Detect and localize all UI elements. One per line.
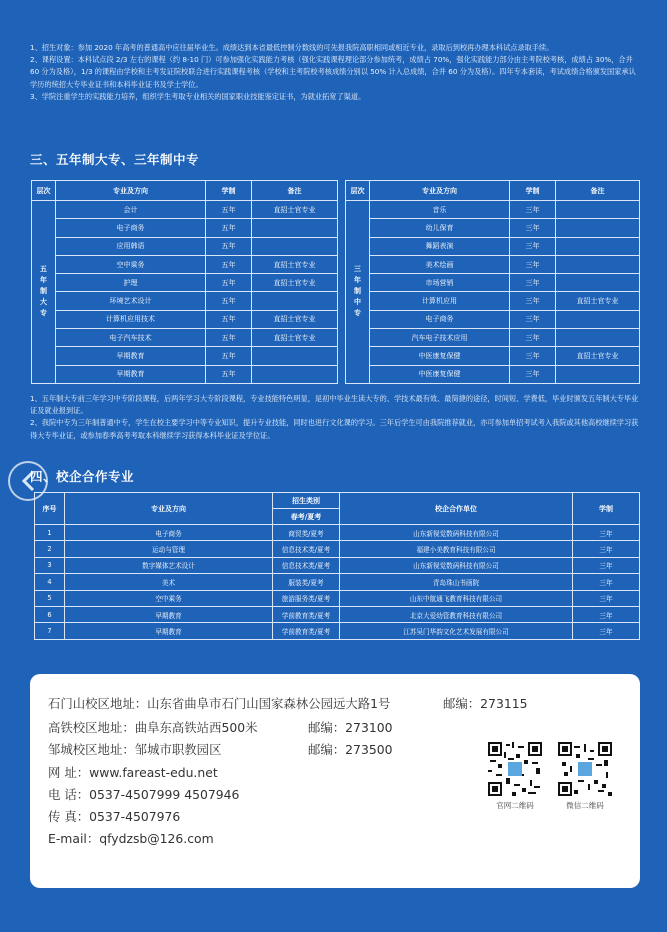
- cell-years: 三年: [510, 310, 556, 328]
- zip-zoucheng: 邮编：273500: [308, 742, 393, 757]
- cell-years: 五年: [206, 255, 252, 273]
- website-text[interactable]: 网 址：www.fareast-edu.net: [48, 765, 218, 780]
- cell-no: 3: [35, 557, 65, 573]
- table-row: [35, 623, 640, 639]
- cell-years: 三年: [573, 574, 640, 590]
- cell-note: [556, 310, 640, 328]
- cell-note: [556, 201, 640, 219]
- col-header-no: 序号: [35, 493, 65, 525]
- cell-partner: 山东新视觉数码科技有限公司: [340, 557, 573, 573]
- cell-major: 计算机应用: [370, 292, 510, 310]
- cell-no: 7: [35, 623, 65, 639]
- cell-major: 应用韩语: [56, 237, 206, 255]
- cell-major: 电子汽车技术: [56, 329, 206, 347]
- email-text[interactable]: E-mail：qfydzsb@126.com: [48, 831, 214, 846]
- cell-partner: 山东新视觉数码科技有限公司: [340, 525, 573, 541]
- cell-category: 商贸类/夏考: [273, 525, 340, 541]
- cell-note: [556, 219, 640, 237]
- cell-note: 直招士官专业: [252, 329, 338, 347]
- cell-note: 直招士官专业: [252, 255, 338, 273]
- col-header-years: 学制: [206, 181, 252, 201]
- zip-shimenshan: 邮编：273115: [443, 696, 528, 711]
- col-header-major: 专业及方向: [56, 181, 206, 201]
- five-year-table: [31, 180, 338, 384]
- cell-note: [252, 365, 338, 383]
- notes-top: [30, 42, 642, 103]
- table-header-row: [346, 181, 640, 201]
- cell-major: 中医康复保健: [370, 347, 510, 365]
- cell-note: 直招士官专业: [252, 274, 338, 292]
- cell-note: [252, 219, 338, 237]
- table-row: [35, 557, 640, 573]
- cell-years: 三年: [510, 237, 556, 255]
- level-label: 五年制大专: [32, 201, 56, 384]
- cell-partner: 福建小美教育科技有限公司: [340, 541, 573, 557]
- col-header-major: 专业及方向: [370, 181, 510, 201]
- cell-years: 三年: [573, 623, 640, 639]
- cell-years: 五年: [206, 347, 252, 365]
- cell-years: 三年: [573, 541, 640, 557]
- table-row: [32, 292, 338, 310]
- cell-note: 直招士官专业: [556, 292, 640, 310]
- cell-major: 计算机应用技术: [56, 310, 206, 328]
- table-row: [32, 274, 338, 292]
- cell-years: 三年: [510, 219, 556, 237]
- cell-note: 直招士官专业: [252, 310, 338, 328]
- cell-years: 五年: [206, 292, 252, 310]
- col-header-partner: 校企合作单位: [340, 493, 573, 525]
- col-header-note: 备注: [556, 181, 640, 201]
- table-row: [32, 310, 338, 328]
- cell-major: 护理: [56, 274, 206, 292]
- section-title-3: 三、五年制大专、三年制中专: [30, 152, 200, 167]
- cell-years: 五年: [206, 310, 252, 328]
- cell-major: 空中乘务: [65, 590, 273, 606]
- three-year-table-wrap: [345, 180, 639, 384]
- table-header-row: [35, 493, 640, 509]
- level-label: 三年制中专: [346, 201, 370, 384]
- table-row: [35, 541, 640, 557]
- cell-major: 美术绘画: [370, 255, 510, 273]
- col-header-years: 学制: [573, 493, 640, 525]
- address-zoucheng: 邹城校区地址：邹城市职教园区: [48, 742, 222, 757]
- cell-years: 三年: [573, 557, 640, 573]
- cell-years: 三年: [573, 525, 640, 541]
- cell-category: 信息技术类/夏考: [273, 557, 340, 573]
- address-shimenshan: 石门山校区地址：山东省曲阜市石门山国家森林公园远大路1号: [48, 696, 391, 711]
- cell-partner: 山东中航通飞教育科技有限公司: [340, 590, 573, 606]
- cell-years: 五年: [206, 219, 252, 237]
- table-row: [35, 574, 640, 590]
- table-row: [346, 329, 640, 347]
- table-row: [346, 347, 640, 365]
- cell-category: 信息技术类/夏考: [273, 541, 340, 557]
- cell-major: 运动与管理: [65, 541, 273, 557]
- cell-no: 5: [35, 590, 65, 606]
- note-item: 1、招生对象：参加 2020 年高考的普通高中应往届毕业生。成绩达到本省最低控制分数线的可先报我院高职相同或相近专业，录取后到校再办理本科试点录取手续。: [30, 43, 554, 52]
- table-row: [32, 201, 338, 219]
- cell-major: 会计: [56, 201, 206, 219]
- cell-note: [556, 365, 640, 383]
- cell-note: [556, 274, 640, 292]
- cell-years: 三年: [573, 590, 640, 606]
- cell-major: 电子商务: [56, 219, 206, 237]
- cell-major: 空中乘务: [56, 255, 206, 273]
- cell-category: 服装类/夏考: [273, 574, 340, 590]
- cell-major: 数字媒体艺术设计: [65, 557, 273, 573]
- table-row: [346, 237, 640, 255]
- table-row: [35, 606, 640, 622]
- cell-major: 中医康复保健: [370, 365, 510, 383]
- phone-text: 电 话：0537-4507999 4507946: [48, 787, 240, 802]
- cell-category: 旅游服务类/夏考: [273, 590, 340, 606]
- cell-major: 早期教育: [56, 347, 206, 365]
- fax-text: 传 真：0537-4507976: [48, 809, 181, 824]
- cell-no: 4: [35, 574, 65, 590]
- cell-partner: 青岛珠山书画院: [340, 574, 573, 590]
- cell-years: 三年: [510, 201, 556, 219]
- cell-major: 美术: [65, 574, 273, 590]
- table-row: [346, 310, 640, 328]
- cell-years: 五年: [206, 201, 252, 219]
- col-header-category: 招生类别: [273, 493, 340, 509]
- note-item: 2、我院中专为三年制普通中专，学生在校主要学习中等专业知识，提升专业技能，同时也进行文化课的学习。三年后学生可由我院推荐就业，亦可参加单招考试考入我院或其他高校继续学习获得大专毕业证，或参加春季高考考取本科继续学习获得本科毕业证及学位证。: [30, 418, 639, 440]
- cell-major: 市场营销: [370, 274, 510, 292]
- coop-table-wrap: [34, 492, 639, 640]
- table-row: [346, 274, 640, 292]
- table-row: [32, 365, 338, 383]
- table-row: [35, 590, 640, 606]
- cell-note: [252, 237, 338, 255]
- cell-note: 直招士官专业: [556, 347, 640, 365]
- table-row: [32, 219, 338, 237]
- cell-no: 2: [35, 541, 65, 557]
- cell-note: 直招士官专业: [252, 201, 338, 219]
- three-year-table: [345, 180, 640, 384]
- cell-major: 早期教育: [56, 365, 206, 383]
- col-header-level: 层次: [346, 181, 370, 201]
- cell-years: 三年: [510, 292, 556, 310]
- qr-caption-official: 官网二维码: [496, 801, 534, 810]
- cell-partner: 江苏吴门华韵文化艺术发展有限公司: [340, 623, 573, 639]
- contact-card: [30, 674, 640, 888]
- cell-years: 三年: [573, 606, 640, 622]
- table-row: [346, 255, 640, 273]
- cell-major: 早期教育: [65, 623, 273, 639]
- col-header-category-sub: 春考/夏考: [273, 509, 340, 525]
- cell-years: 五年: [206, 237, 252, 255]
- qr-caption-wechat: 微信二维码: [566, 801, 604, 810]
- table-row: [346, 219, 640, 237]
- table-row: [346, 292, 640, 310]
- notes-mid: [30, 393, 642, 442]
- qr-code-official-icon: [488, 742, 542, 796]
- address-gaotie: 高铁校区地址：曲阜东高铁站西500米: [48, 720, 258, 735]
- col-header-note: 备注: [252, 181, 338, 201]
- cell-major: 电子商务: [65, 525, 273, 541]
- cell-category: 学前教育类/夏考: [273, 606, 340, 622]
- cell-partner: 北京大爱幼管教育科技有限公司: [340, 606, 573, 622]
- zip-gaotie: 邮编：273100: [308, 720, 393, 735]
- table-row: [35, 525, 640, 541]
- cell-years: 三年: [510, 347, 556, 365]
- table-header-row: [32, 181, 338, 201]
- cell-major: 音乐: [370, 201, 510, 219]
- cell-no: 1: [35, 525, 65, 541]
- cell-note: [252, 292, 338, 310]
- cell-years: 五年: [206, 274, 252, 292]
- cell-years: 五年: [206, 365, 252, 383]
- cell-category: 学前教育类/夏考: [273, 623, 340, 639]
- cell-years: 三年: [510, 255, 556, 273]
- cell-note: [252, 347, 338, 365]
- coop-table: [34, 492, 640, 640]
- note-item: 3、学院注重学生的实践能力培养，组织学生考取专业相关的国家职业技能鉴定证书，为就业拓宽了渠道。: [30, 91, 366, 101]
- table-row: [32, 329, 338, 347]
- section-title-4: 四、校企合作专业: [30, 469, 135, 484]
- table-row: [32, 255, 338, 273]
- col-header-years: 学制: [510, 181, 556, 201]
- qr-code-wechat-icon: [558, 742, 612, 796]
- cell-years: 三年: [510, 365, 556, 383]
- cell-major: 早期教育: [65, 606, 273, 622]
- cell-major: 汽车电子技术应用: [370, 329, 510, 347]
- cell-major: 环境艺术设计: [56, 292, 206, 310]
- cell-no: 6: [35, 606, 65, 622]
- cell-major: 舞蹈表演: [370, 237, 510, 255]
- table-row: [32, 347, 338, 365]
- col-header-level: 层次: [32, 181, 56, 201]
- table-row: [32, 237, 338, 255]
- cell-note: [556, 255, 640, 273]
- table-row: [346, 201, 640, 219]
- cell-years: 三年: [510, 329, 556, 347]
- cell-years: 三年: [510, 274, 556, 292]
- cell-note: [556, 329, 640, 347]
- cell-major: 电子商务: [370, 310, 510, 328]
- table-row: [346, 365, 640, 383]
- note-item: 1、五年制大专前三年学习中专阶段课程，后两年学习大专阶段课程，专业技能特色明显，是初中毕业生读大专的、学技术最有效、最简捷的途径，时间短、学费低，毕业时颁发五年制大专毕业证及就业报到证。: [30, 394, 639, 416]
- five-year-table-wrap: [31, 180, 337, 384]
- cell-note: [556, 237, 640, 255]
- cell-major: 幼儿保育: [370, 219, 510, 237]
- note-item: 2、课程设置：本科试点段 2/3 左右的课程（约 8-10 门）可参加强化实践能力考核（强化实践课程理论部分参加统考，成绩占 70%，强化实践能力部分由主考院校考核，成绩占 30%，合并 60 分为及格），1/3 的课程由学校和主考发证院校联合进行实践课程考核（学校和主考院校考核成绩分别以 50% 计入总成绩，合并 60 分为及格）。四年专本套读，考试成绩合格颁发国家承认学历的统招大专毕业证书和本科毕业证书及学士学位。: [30, 55, 636, 89]
- col-header-major: 专业及方向: [65, 493, 273, 525]
- cell-years: 五年: [206, 329, 252, 347]
